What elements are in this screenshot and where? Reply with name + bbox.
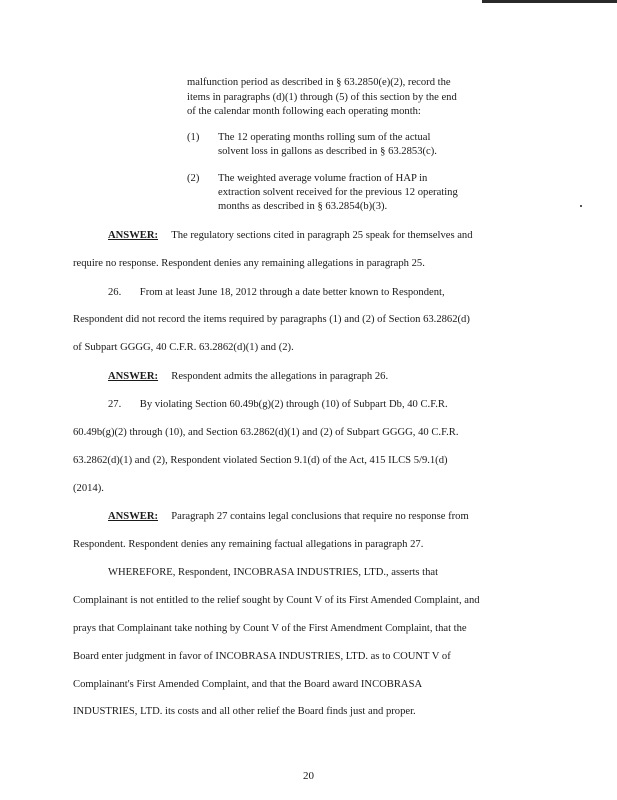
wherefore-line: Complainant is not entitled to the relief sought by Count V of its First Amended Complaint, and [73, 595, 480, 606]
answer-label: ANSWER: [108, 511, 159, 522]
list-item-text: extraction solvent received for the previous 12 operating [218, 187, 458, 198]
answer-label: ANSWER: [108, 371, 159, 382]
list-item-text: months as described in § 63.2854(b)(3). [218, 201, 388, 212]
answer-text: Respondent admits the allegations in paragraph 26. [171, 371, 389, 382]
paragraph-27 [108, 398, 448, 412]
answer-paragraph-25 [108, 229, 473, 243]
list-item-text: solvent loss in gallons as described in § 63.2853(c). [218, 146, 437, 157]
paragraph-text: (2014). [73, 483, 104, 494]
quote-line: malfunction period as described in § 63.2850(e)(2), record the [187, 77, 451, 88]
answer-paragraph-26 [108, 370, 388, 384]
paragraph-26 [108, 286, 445, 300]
page-number: 20 [303, 770, 314, 782]
paragraph-text: 63.2862(d)(1) and (2), Respondent violated Section 9.1(d) of the Act, 415 ILCS 5/9.1(d) [73, 455, 448, 466]
paragraph-text: By violating Section 60.49b(g)(2) through (10) of Subpart Db, 40 C.F.R. [139, 399, 448, 410]
paragraph-number: 27. [108, 399, 122, 410]
wherefore-line: WHEREFORE, Respondent, INCOBRASA INDUSTRIES, LTD., asserts that [108, 567, 439, 578]
quote-line: of the calendar month following each operating month: [187, 106, 421, 117]
paragraph-text: Respondent did not record the items required by paragraphs (1) and (2) of Section 63.2862(d) [73, 314, 470, 325]
scan-speck [580, 205, 582, 207]
paragraph-number: 26. [108, 287, 122, 298]
paragraph-text: of Subpart GGGG, 40 C.F.R. 63.2862(d)(1) and (2). [73, 342, 294, 353]
answer-paragraph-27 [108, 510, 469, 524]
answer-text: require no response. Respondent denies any remaining allegations in paragraph 25. [73, 258, 425, 269]
answer-label: ANSWER: [108, 230, 159, 241]
answer-text: Respondent. Respondent denies any remaining factual allegations in paragraph 27. [73, 539, 424, 550]
wherefore-line: prays that Complainant take nothing by Count V of the First Amendment Complaint, that the [73, 623, 467, 634]
paragraph-text: 60.49b(g)(2) through (10), and Section 63.2862(d)(1) and (2) of Subpart GGGG, 40 C.F.R. [73, 427, 459, 438]
answer-text: The regulatory sections cited in paragraph 25 speak for themselves and [171, 230, 473, 241]
list-item-text: The 12 operating months rolling sum of the actual [218, 132, 431, 143]
quote-line: items in paragraphs (d)(1) through (5) of this section by the end [187, 92, 457, 103]
paragraph-text: From at least June 18, 2012 through a date better known to Respondent, [139, 287, 445, 298]
list-item-number: (2) [187, 173, 200, 184]
wherefore-line: Board enter judgment in favor of INCOBRASA INDUSTRIES, LTD. as to COUNT V of [73, 651, 451, 662]
wherefore-line: INDUSTRIES, LTD. its costs and all other relief the Board finds just and proper. [73, 706, 416, 717]
list-item-number: (1) [187, 132, 200, 143]
scan-edge-bar [482, 0, 617, 3]
answer-text: Paragraph 27 contains legal conclusions that require no response from [171, 511, 469, 522]
list-item-text: The weighted average volume fraction of HAP in [218, 173, 428, 184]
wherefore-line: Complainant's First Amended Complaint, and that the Board award INCOBRASA [73, 679, 423, 690]
